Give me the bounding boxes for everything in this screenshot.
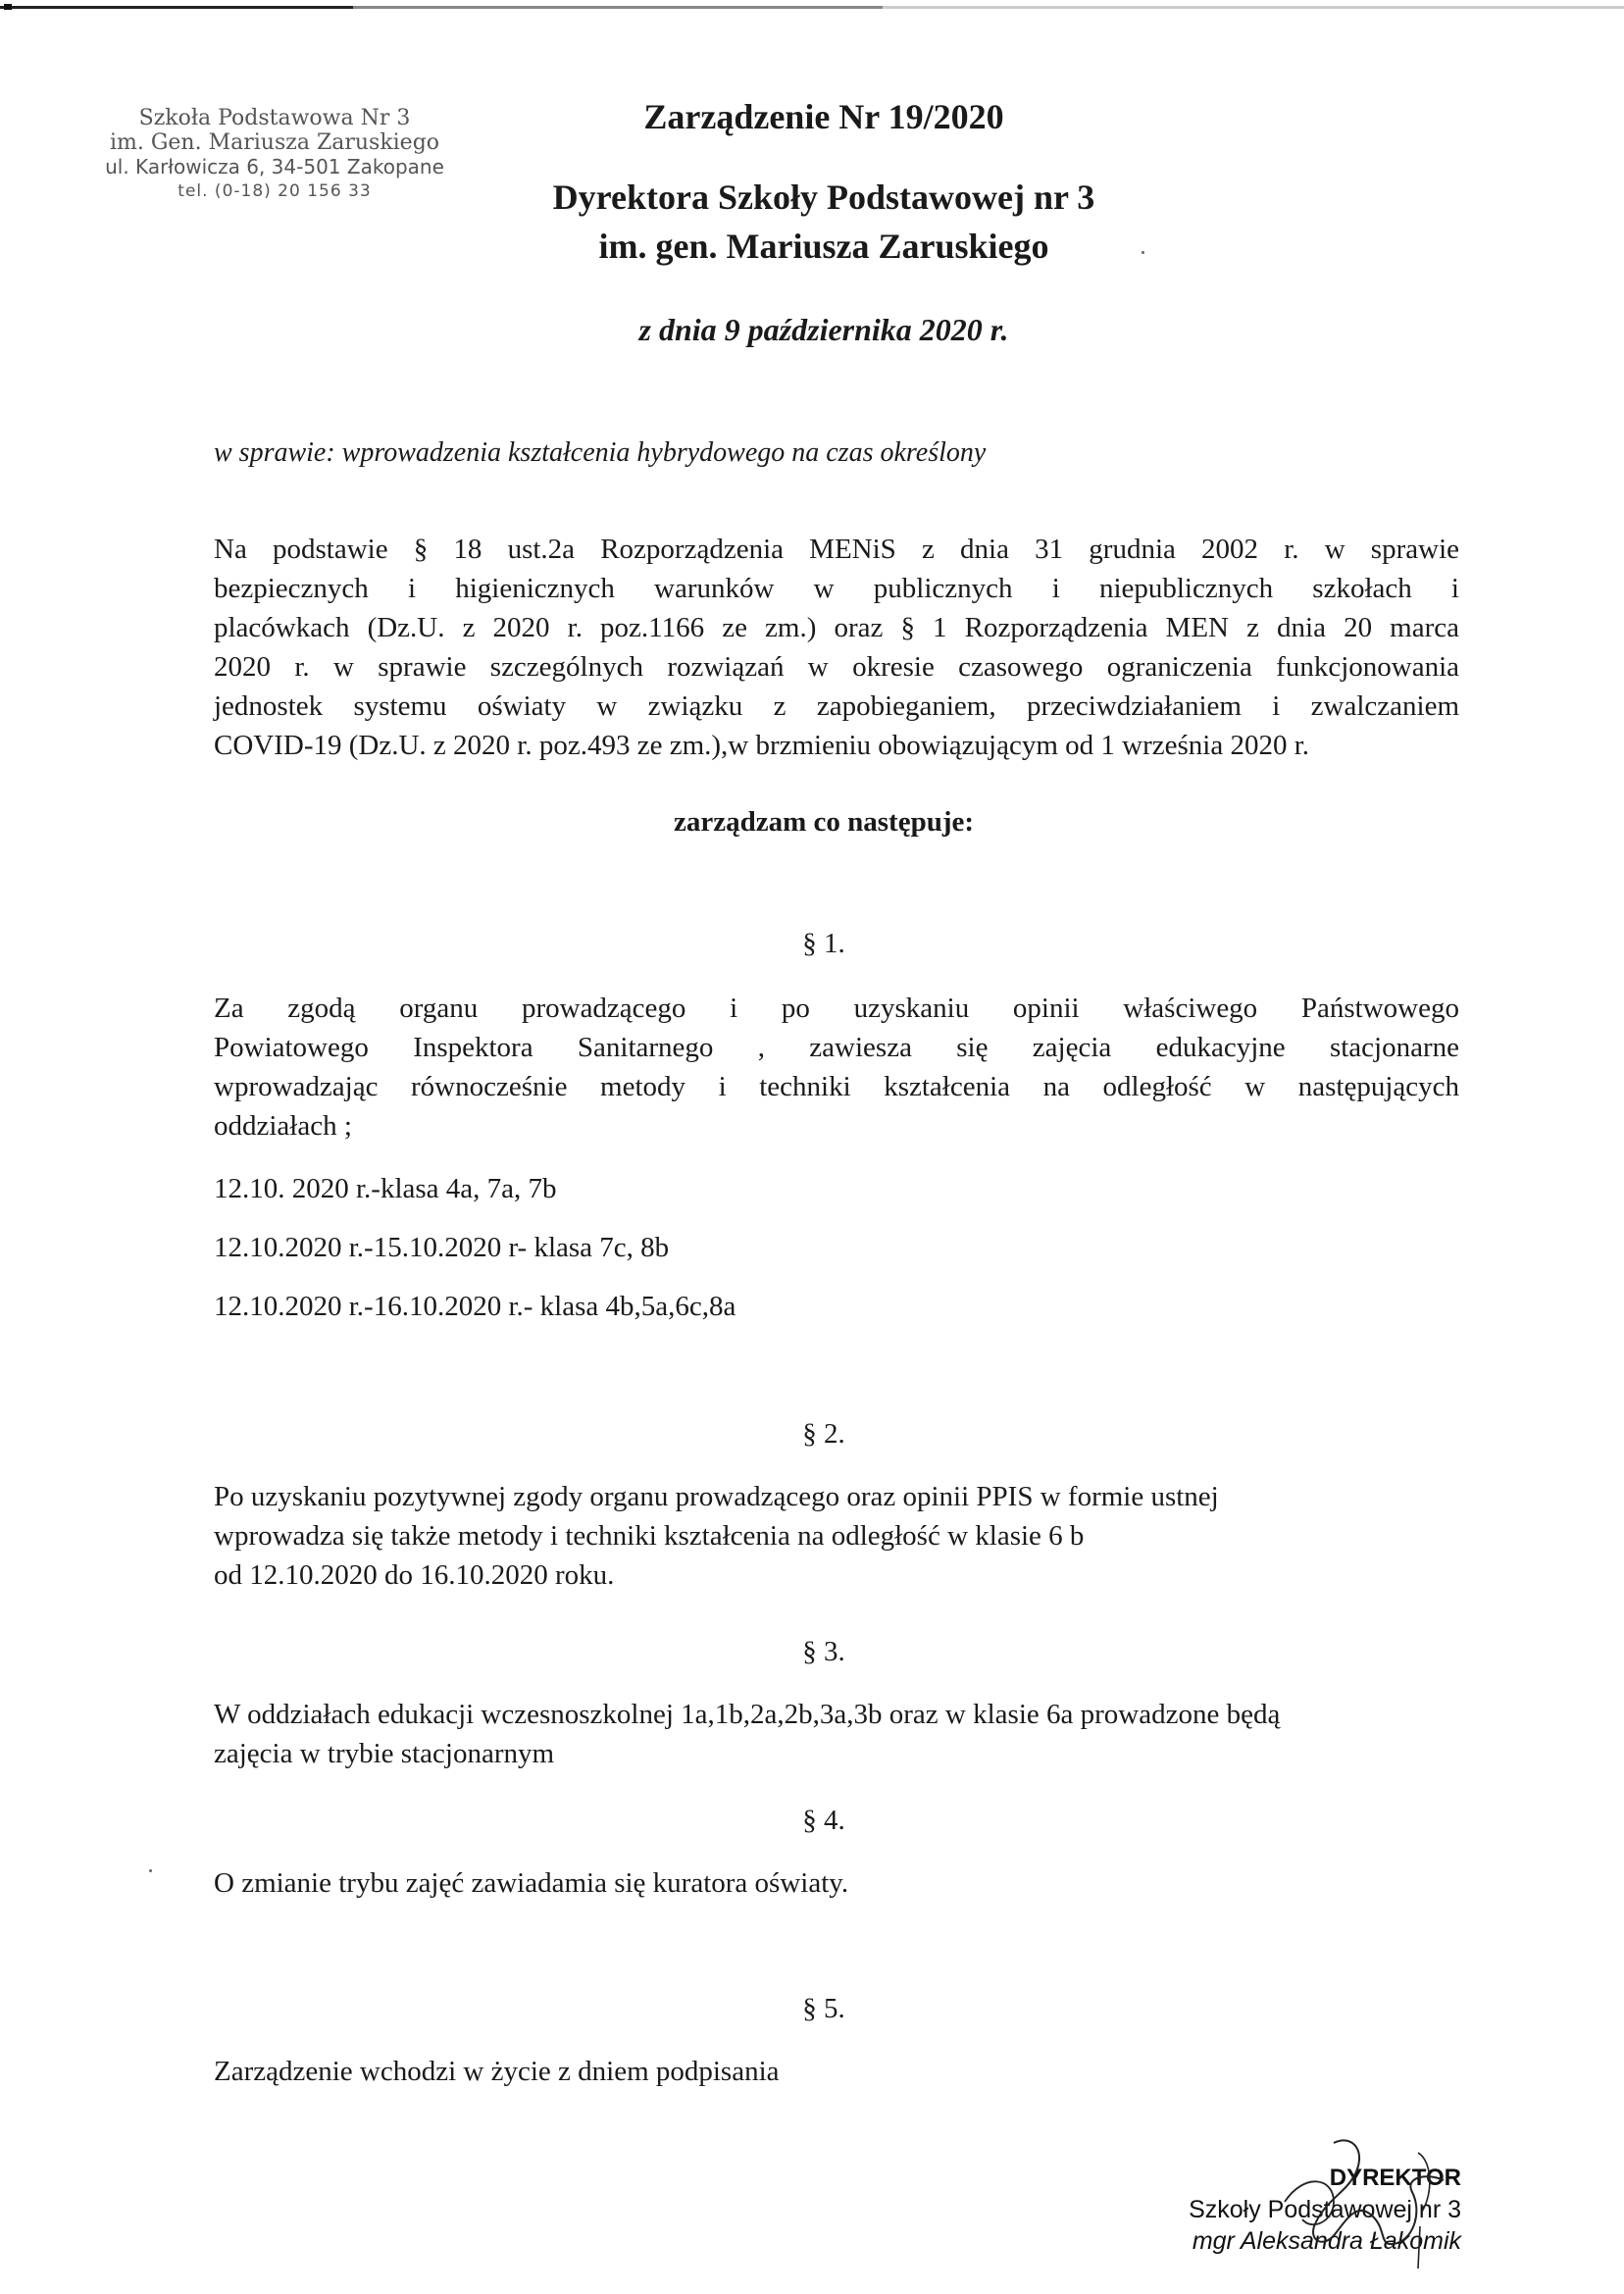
section-line: Za zgodą organu prowadzącego i po uzyskaniu opinii właściwego Państwowego (214, 993, 1459, 1024)
stamp-line: tel. (0-18) 20 156 33 (178, 181, 372, 201)
legal-basis-line: COVID-19 (Dz.U. z 2020 r. poz.493 ze zm.),w brzmieniu obowiązującym od 1 września 2020 r. (214, 730, 1310, 761)
section-mark: § 1. (802, 928, 845, 959)
legal-basis-line: Na podstawie § 18 ust.2a Rozporządzenia MENiS z dnia 31 grudnia 2002 r. w sprawie (214, 534, 1459, 565)
section-line: zajęcia w trybie stacjonarnym (214, 1738, 555, 1769)
section-line: wprowadzając równocześnie metody i techniki kształcenia na odległość w następujących (214, 1071, 1459, 1102)
document-subject: w sprawie: wprowadzenia kształcenia hybrydowego na czas określony (214, 437, 987, 468)
section-line: od 12.10.2020 do 16.10.2020 roku. (214, 1559, 615, 1591)
document-date: z dnia 9 października 2020 r. (638, 312, 1009, 347)
list-item: 12.10. 2020 r.-klasa 4a, 7a, 7b (214, 1173, 557, 1204)
section-2-text (214, 1477, 1459, 1595)
list-item: 12.10.2020 r.-15.10.2020 r- klasa 7c, 8b (214, 1232, 670, 1263)
section-line: oddziałach ; (214, 1110, 352, 1142)
decree-heading: zarządzam co następuje: (673, 806, 975, 838)
section-line: Zarządzenie wchodzi w życie z dniem podpisania (214, 2056, 780, 2087)
legal-basis-line: placówkach (Dz.U. z 2020 r. poz.1166 ze zm.) oraz § 1 Rozporządzenia MEN z dnia 20 marca (214, 612, 1459, 643)
document-title: Zarządzenie Nr 19/2020 (643, 97, 1004, 136)
section-line: wprowadza się także metody i techniki kształcenia na odległość w klasie 6 b (214, 1520, 1085, 1552)
stamp-line: im. Gen. Mariusza Zaruskiego (109, 130, 440, 155)
section-mark: § 5. (802, 1993, 845, 2024)
section-1-text (214, 989, 1459, 1146)
section-3-text (214, 1695, 1459, 1773)
section-5-text (214, 2052, 1459, 2091)
signature-title: DYREKTOR (1329, 2165, 1461, 2191)
issuer-line: Dyrektora Szkoły Podstawowej nr 3 (552, 178, 1095, 217)
scan-edge-line (0, 6, 1624, 9)
signature-name: mgr Aleksandra Łakomik (1192, 2227, 1461, 2255)
legal-basis-line: jednostek systemu oświaty w związku z zapobieganiem, przeciwdziałaniem i zwalczaniem (214, 690, 1459, 722)
stamp-line: ul. Karłowicza 6, 34-501 Zakopane (105, 155, 444, 178)
legal-basis-line: bezpiecznych i higienicznych warunków w publicznych i niepublicznych szkołach i (214, 573, 1459, 604)
stamp-line: Szkoła Podstawowa Nr 3 (138, 106, 411, 130)
legal-basis (214, 530, 1459, 765)
scan-speck (149, 1869, 152, 1872)
legal-basis-line: 2020 r. w sprawie szczególnych rozwiązań w okresie czasowego ograniczenia funkcjonowania (214, 651, 1459, 683)
section-line: Po uzyskaniu pozytywnej zgody organu prowadzącego oraz opinii PPIS w formie ustnej (214, 1481, 1219, 1512)
section-line: O zmianie trybu zajęć zawiadamia się kuratora oświaty. (214, 1867, 849, 1899)
list-item: 12.10.2020 r.-16.10.2020 r.- klasa 4b,5a,6c,8a (214, 1291, 736, 1322)
section-line: W oddziałach edukacji wczesnoszkolnej 1a,1b,2a,2b,3a,3b oraz w klasie 6a prowadzone będą (214, 1699, 1281, 1730)
section-4-text (214, 1863, 1459, 1903)
handwritten-signature (1187, 2133, 1461, 2270)
school-stamp (69, 106, 481, 204)
signature-school: Szkoły Podstawowej nr 3 (1189, 2196, 1461, 2223)
scan-speck (1142, 251, 1144, 254)
section-mark: § 3. (802, 1636, 845, 1667)
scan-edge-mark (4, 4, 12, 10)
section-mark: § 2. (802, 1418, 845, 1450)
section-mark: § 4. (802, 1805, 845, 1836)
section-line: Powiatowego Inspektora Sanitarnego , zawiesza się zajęcia edukacyjne stacjonarne (214, 1032, 1459, 1063)
issuer-line: im. gen. Mariusza Zaruskiego (598, 227, 1049, 266)
